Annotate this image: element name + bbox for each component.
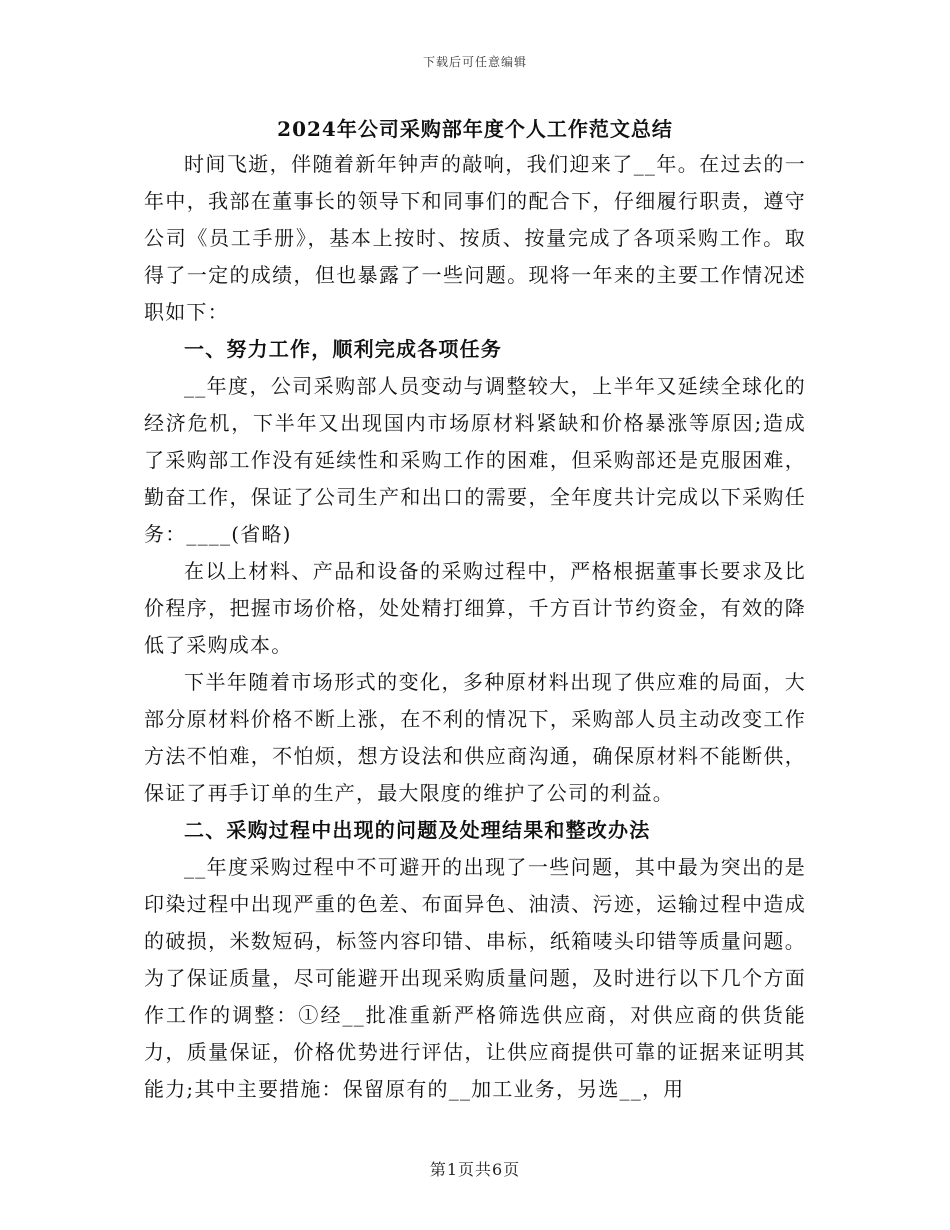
- intro-paragraph: 时间飞逝，伴随着新年钟声的敲响，我们迎来了__年。在过去的一年中，我部在董事长的领导下和同事们的配合下，仔细履行职责，遵守公司《员工手册》，基本上按时、按质、按量完成了各项采购工作。取得了一定的成绩，但也暴露了一些问题。现将一年来的主要工作情况述职如下：: [144, 152, 806, 324]
- body-paragraph: 在以上材料、产品和设备的采购过程中，严格根据董事长要求及比价程序，把握市场价格，处处精打细算，千方百计节约资金，有效的降低了采购成本。: [144, 559, 806, 657]
- section-heading-1: 一、努力工作，顺利完成各项任务: [184, 337, 502, 361]
- document-body: [144, 146, 806, 1108]
- page-header-note: 下载后可任意编辑: [422, 55, 527, 69]
- document-title: 2024年公司采购部年度个人工作范文总结: [277, 117, 673, 141]
- page-number-footer: 第1页共6页: [429, 1160, 521, 1179]
- body-paragraph: 下半年随着市场形式的变化，多种原材料出现了供应难的局面，大部分原材料价格不断上涨，在不利的情况下，采购部人员主动改变工作方法不怕难，不怕烦，想方设法和供应商沟通，确保原材料不能断供，保证了再手订单的生产，最大限度的维护了公司的利益。: [144, 670, 806, 805]
- body-paragraph: __年度，公司采购部人员变动与调整较大，上半年又延续全球化的经济危机，下半年又出现国内市场原材料紧缺和价格暴涨等原因;造成了采购部工作没有延续性和采购工作的困难，但采购部还是克服困难，勤奋工作，保证了公司生产和出口的需要，全年度共计完成以下采购任务：____(省略): [144, 374, 806, 546]
- section-heading-2: 二、采购过程中出现的问题及处理结果和整改办法: [184, 818, 651, 842]
- body-paragraph: __年度采购过程中不可避开的出现了一些问题，其中最为突出的是印染过程中出现严重的色差、布面异色、油渍、污迹，运输过程中造成的破损，米数短码，标签内容印错、串标，纸箱唛头印错等质量问题。为了保证质量，尽可能避开出现采购质量问题，及时进行以下几个方面作工作的调整：①经__批准重新严格筛选供应商，对供应商的供货能力，质量保证，价格优势进行评估，让供应商提供可靠的证据来证明其能力;其中主要措施：保留原有的__加工业务，另选__，用: [144, 855, 806, 1101]
